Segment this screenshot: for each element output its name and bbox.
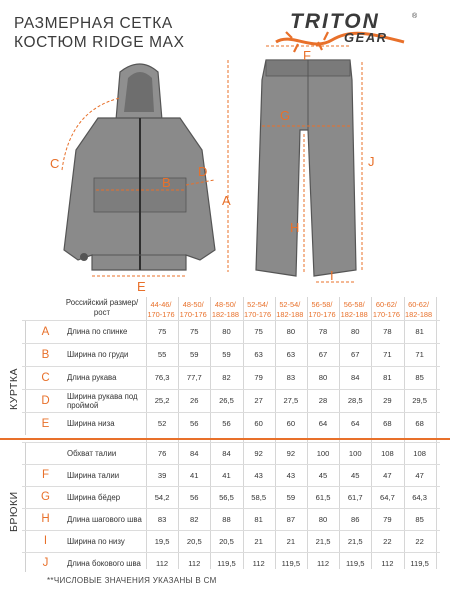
table-cell: 64,3 <box>412 492 427 502</box>
table-cell: 25,2 <box>154 396 170 405</box>
row-parameter: Ширина низа <box>67 419 115 428</box>
table-cell: 84 <box>222 448 231 458</box>
table-cell: 112 <box>252 558 265 568</box>
table-cell: 75 <box>190 327 199 336</box>
table-cell: 67 <box>350 350 360 359</box>
table-row <box>22 389 440 412</box>
section-separator <box>0 438 450 440</box>
table-cell: 56 <box>190 492 199 502</box>
table-row <box>22 343 440 366</box>
logo-sub: GEAR <box>344 30 388 45</box>
table-cell: 100 <box>348 448 362 458</box>
table-cell: 80 <box>222 327 231 336</box>
table-cell: 82 <box>190 514 199 524</box>
table-cell: 45 <box>318 470 328 480</box>
table-cell: 54,2 <box>154 492 170 502</box>
label-a: A <box>222 193 231 208</box>
table-cell: 112 <box>188 558 201 568</box>
label-f: F <box>303 48 311 63</box>
table-cell: 27,5 <box>283 396 299 405</box>
row-letter: I <box>43 535 48 547</box>
jacket-drawing <box>64 64 215 270</box>
table-cell: 41 <box>222 470 231 480</box>
table-cell: 78 <box>318 327 328 336</box>
table-cell: 56,5 <box>219 492 234 502</box>
table-cell: 79 <box>254 373 263 382</box>
row-parameter: Длина по спинке <box>67 327 128 336</box>
table-cell: 26,5 <box>219 396 234 405</box>
row-parameter: Ширина бёдер <box>67 492 121 502</box>
table-row <box>22 486 440 508</box>
table-cell: 56 <box>222 419 231 428</box>
row-parameter: Ширина рукава под проймой <box>67 391 138 410</box>
header-size-8: 60-62/ 182-188 <box>405 300 433 319</box>
title-line-1: РАЗМЕРНАЯ СЕТКА <box>14 15 173 32</box>
header-size-6: 56-58/ 182-188 <box>340 300 368 319</box>
table-cell: 60 <box>254 419 263 428</box>
table-cell: 64 <box>350 419 360 428</box>
table-cell: 59 <box>286 492 296 502</box>
table-cell: 59 <box>222 350 231 359</box>
table-cell: 21,5 <box>347 536 363 546</box>
row-parameter: Длина бокового шва <box>67 558 141 568</box>
row-parameter: Ширина талии <box>67 470 120 480</box>
table-row <box>22 464 440 486</box>
logo-registered: ® <box>412 13 418 20</box>
table-cell: 22 <box>415 536 424 546</box>
table-cell: 61,5 <box>315 492 331 502</box>
table-cell: 21 <box>286 536 296 546</box>
table-cell: 47 <box>415 470 424 480</box>
table-cell: 21,5 <box>315 536 331 546</box>
header-size-0: 44-46/ 170-176 <box>147 300 175 319</box>
row-letter: B <box>41 348 50 361</box>
table-row <box>22 552 440 574</box>
label-h: H <box>290 220 300 235</box>
table-cell: 81 <box>254 514 263 524</box>
table-cell: 58,5 <box>251 492 267 502</box>
table-cell: 100 <box>316 448 330 458</box>
table-cell: 78 <box>383 327 392 336</box>
table-cell: 22 <box>383 536 392 546</box>
table-cell: 20,5 <box>186 536 202 546</box>
table-cell: 119,5 <box>217 558 236 568</box>
label-i: I <box>330 268 334 283</box>
table-cell: 63 <box>254 350 263 359</box>
table-cell: 88 <box>222 514 231 524</box>
table-cell: 29 <box>383 396 392 405</box>
table-cell: 56 <box>190 419 199 428</box>
table-cell: 27 <box>254 396 263 405</box>
row-letter: D <box>41 394 50 407</box>
header-size-3: 52-54/ 170-176 <box>244 300 272 319</box>
table-cell: 119,5 <box>410 558 429 568</box>
table-row <box>22 412 440 435</box>
row-letter: H <box>41 513 50 525</box>
row-letter: F <box>41 469 50 481</box>
label-g: G <box>280 108 291 123</box>
table-cell: 68 <box>383 419 392 428</box>
table-cell: 92 <box>254 448 263 458</box>
table-cell: 20,5 <box>219 536 234 546</box>
table-cell: 41 <box>190 470 199 480</box>
row-letter: J <box>42 557 49 569</box>
header-size-2: 48-50/ 182-188 <box>211 300 239 319</box>
table-cell: 80 <box>318 514 328 524</box>
table-cell: 75 <box>157 327 167 336</box>
table-cell: 71 <box>415 350 424 359</box>
table-cell: 112 <box>316 558 330 568</box>
table-cell: 92 <box>286 448 296 458</box>
table-row <box>22 530 440 552</box>
table-cell: 68 <box>415 419 424 428</box>
table-cell: 83 <box>286 373 296 382</box>
table-cell: 67 <box>318 350 328 359</box>
label-c: C <box>50 156 60 171</box>
table-cell: 29,5 <box>412 396 427 405</box>
table-cell: 79 <box>383 514 392 524</box>
table-cell: 28,5 <box>347 396 363 405</box>
table-cell: 76 <box>157 448 167 458</box>
row-letter: E <box>41 417 50 430</box>
label-d: D <box>198 164 208 179</box>
table-cell: 83 <box>157 514 167 524</box>
table-cell: 64 <box>318 419 328 428</box>
label-j: J <box>368 154 375 169</box>
header-size-7: 60-62/ 170-176 <box>372 300 400 319</box>
table-row <box>22 442 440 464</box>
table-cell: 80 <box>318 373 328 382</box>
table-cell: 87 <box>286 514 296 524</box>
table-cell: 112 <box>156 558 169 568</box>
header-size-4: 52-54/ 182-188 <box>276 300 304 319</box>
table-cell: 64,7 <box>380 492 395 502</box>
table-cell: 75 <box>254 327 263 336</box>
title-line-2: КОСТЮМ RIDGE MAX <box>14 34 185 51</box>
table-cell: 26 <box>190 396 199 405</box>
table-cell: 81 <box>415 327 424 336</box>
table-cell: 63 <box>286 350 296 359</box>
logo-word: TRITON <box>290 10 380 33</box>
row-letter: A <box>41 325 50 338</box>
pants-section-label: БРЮКИ <box>8 491 20 532</box>
footnote: **ЧИСЛОВЫЕ ЗНАЧЕНИЯ УКАЗАНЫ В СМ <box>47 576 217 585</box>
header-size-label: Российский размер/рост <box>65 298 139 317</box>
row-letter: G <box>41 491 50 503</box>
table-cell: 39 <box>157 470 167 480</box>
table-cell: 81 <box>383 373 392 382</box>
row-letter: C <box>41 371 50 384</box>
table-cell: 119,5 <box>345 558 365 568</box>
table-cell: 55 <box>157 350 167 359</box>
table-cell: 108 <box>381 448 394 458</box>
table-cell: 108 <box>413 448 426 458</box>
row-parameter: Длина шагового шва <box>67 514 142 524</box>
table-row <box>22 320 440 343</box>
table-row <box>22 508 440 530</box>
table-cell: 21 <box>254 536 263 546</box>
row-parameter: Обхват талии <box>67 448 117 458</box>
table-cell: 80 <box>286 327 296 336</box>
table-cell: 59 <box>190 350 199 359</box>
table-row <box>22 366 440 389</box>
table-cell: 82 <box>222 373 231 382</box>
table-cell: 45 <box>350 470 360 480</box>
header-size-5: 56-58/ 170-176 <box>308 300 336 319</box>
table-cell: 52 <box>157 419 167 428</box>
row-parameter: Ширина по груди <box>67 350 129 359</box>
table-cell: 112 <box>381 558 394 568</box>
table-cell: 47 <box>383 470 392 480</box>
table-cell: 28 <box>318 396 328 405</box>
table-cell: 84 <box>190 448 199 458</box>
jacket-section-label: КУРТКА <box>8 368 20 410</box>
table-cell: 119,5 <box>281 558 301 568</box>
table-cell: 85 <box>415 514 424 524</box>
table-cell: 77,7 <box>186 373 202 382</box>
table-cell: 43 <box>254 470 263 480</box>
row-parameter: Длина рукава <box>67 373 117 382</box>
table-cell: 43 <box>286 470 296 480</box>
table-cell: 71 <box>383 350 392 359</box>
table-cell: 84 <box>350 373 360 382</box>
table-cell: 19,5 <box>154 536 170 546</box>
pants-drawing <box>256 60 356 276</box>
label-b: B <box>162 175 171 190</box>
table-cell: 76,3 <box>154 373 170 382</box>
header-size-1: 48-50/ 170-176 <box>179 300 207 319</box>
table-cell: 61,7 <box>347 492 363 502</box>
label-e: E <box>137 279 146 294</box>
table-cell: 85 <box>415 373 424 382</box>
table-cell: 80 <box>350 327 360 336</box>
table-cell: 86 <box>350 514 360 524</box>
row-parameter: Ширина по низу <box>67 536 125 546</box>
table-cell: 60 <box>286 419 296 428</box>
